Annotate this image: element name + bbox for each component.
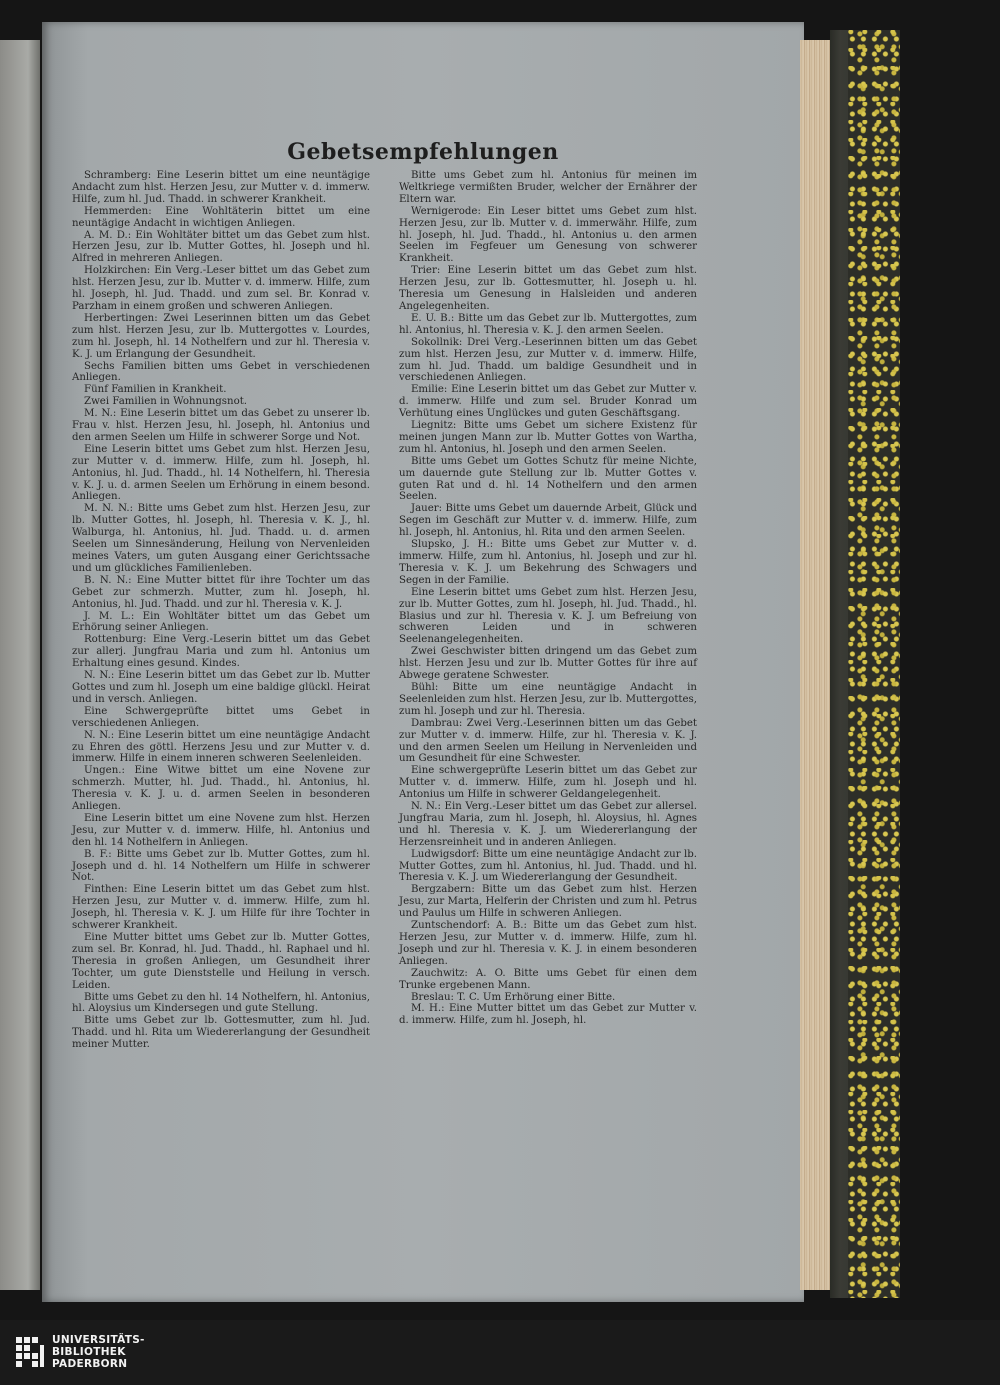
prayer-request-paragraph: Zuntschendorf: A. B.: Bitte um das Gebet zum hlst. Herzen Jesu, zur Mutter v. d. immerw. Hilfe, zum hl. Joseph und zur hl. Theresia v. K. J. in einem besonderen Anliegen.	[399, 920, 697, 967]
logo-line-2: BIBLIOTHEK	[52, 1346, 126, 1358]
prayer-request-paragraph: Zauchwitz: A. O. Bitte ums Gebet für einen dem Trunke ergebenen Mann.	[399, 967, 697, 991]
prayer-request-paragraph: Bitte ums Gebet zum hl. Antonius für meinen im Weltkriege vermißten Bruder, welcher der Ernährer der Eltern war.	[399, 170, 697, 205]
prayer-request-paragraph: B. F.: Bitte ums Gebet zur lb. Mutter Gottes, zum hl. Joseph und d. hl. 14 Nothelfern um Hilfe in schwerer Not.	[72, 848, 370, 884]
prayer-request-paragraph: B. N. N.: Eine Mutter bittet für ihre Tochter um das Gebet zur schmerzh. Mutter, zum hl. Joseph, hl. Antonius, hl. Jud. Thadd. und zur hl. Theresia v. K. J.	[72, 574, 370, 610]
prayer-request-paragraph: Eine Schwergeprüfte bittet ums Gebet in verschiedenen Anliegen.	[72, 705, 370, 729]
prayer-request-paragraph: Fünf Familien in Krankheit.	[84, 384, 227, 396]
prayer-request-paragraph: Eine schwergeprüfte Leserin bittet um das Gebet zur Mutter v. d. immerw. Hilfe, zum hl. Joseph und hl. Antonius um Hilfe in schwerer Geldangelegenheit.	[399, 765, 697, 801]
left-page-edge	[0, 40, 40, 1290]
prayer-request-paragraph: Slupsko, J. H.: Bitte ums Gebet zur Mutter v. d. immerw. Hilfe, zum hl. Antonius, hl. Joseph und zur hl. Theresia v. K. J. um Bekehrung des Schwagers und Segen in der Familie.	[399, 539, 697, 586]
right-column	[399, 170, 697, 1027]
prayer-request-paragraph: M. N.: Eine Leserin bittet um das Gebet zu unserer lb. Frau v. hlst. Herzen Jesu, hl. Joseph, hl. Antonius und den armen Seelen um Hilfe in schwerer Sorge und Not.	[72, 408, 370, 443]
prayer-request-paragraph: Finthen: Eine Leserin bittet um das Gebet zum hlst. Herzen Jesu, zur Mutter v. d. immerw. Hilfe, zum hl. Joseph, hl. Theresia v. K. J. um Hilfe für ihre Tochter in schwerer Krankheit.	[72, 884, 370, 932]
prayer-request-paragraph: J. M. L.: Ein Wohltäter bittet um das Gebet um Erhörung seiner Anliegen.	[72, 610, 370, 634]
prayer-request-paragraph: Eine Leserin bittet ums Gebet zum hlst. Herzen Jesu, zur lb. Mutter Gottes, zum hl. Joseph, hl. Jud. Thadd., hl. Blasius und zur hl. Theresia v. K. J. um Befreiung von schweren Leiden und in schweren Seelenangelegenheiten.	[399, 586, 697, 646]
prayer-request-paragraph: Trier: Eine Leserin bittet um das Gebet zum hlst. Herzen Jesu, zur lb. Gottesmutter, hl. Joseph u. hl. Theresia um Genesung in Halsleiden und anderen Angelegenheiten.	[399, 265, 697, 312]
prayer-request-paragraph: Sechs Familien bitten ums Gebet in verschiedenen Anliegen.	[72, 360, 370, 384]
prayer-request-paragraph: A. M. D.: Ein Wohltäter bittet um das Gebet zum hlst. Herzen Jesu, zur lb. Mutter Gottes, hl. Joseph und hl. Alfred in mehreren Anliegen.	[72, 229, 370, 265]
prayer-request-paragraph: Sokollnik: Drei Verg.-Leserinnen bitten um das Gebet zum hlst. Herzen Jesu, zur Mutter v. d. immerw. Hilfe, zum hl. Jud. Thadd. um baldige Gesundheit und in verschiedenen Anliegen.	[399, 336, 697, 384]
prayer-request-paragraph: Zwei Geschwister bitten dringend um das Gebet zum hlst. Herzen Jesu und zur lb. Mutter Gottes für ihre auf Abwege geratene Schwester.	[399, 646, 697, 682]
prayer-request-paragraph: Dambrau: Zwei Verg.-Leserinnen bitten um das Gebet zur Mutter v. d. immerw. Hilfe, zur hl. Theresia v. K. J. und den armen Seelen um Heilung in Nervenleiden und um Gesundheit für eine Schwester.	[399, 717, 697, 765]
prayer-request-paragraph: Zwei Familien in Wohnungsnot.	[84, 396, 248, 408]
prayer-request-paragraph: M. H.: Eine Mutter bittet um das Gebet zur Mutter v. d. immerw. Hilfe, zum hl. Joseph, hl.	[399, 1003, 697, 1027]
library-logo-text	[52, 1334, 145, 1370]
left-column	[72, 170, 370, 1051]
logo-line-1: UNIVERSITÄTS-	[52, 1334, 145, 1346]
prayer-request-paragraph: Bühl: Bitte um eine neuntägige Andacht in Seelenleiden zum hlst. Herzen Jesu, zur lb. Muttergottes, zum hl. Joseph und zur hl. Theresia.	[399, 681, 697, 717]
marbled-cover	[848, 30, 900, 1298]
logo-line-3: PADERBORN	[52, 1358, 128, 1370]
prayer-request-paragraph: Herbertingen: Zwei Leserinnen bitten um das Gebet zum hlst. Herzen Jesu, zur lb. Muttergottes v. Lourdes, zum hl. Joseph, hl. 14 Nothelfern und zur hl. Theresia v. K. J. um Erlangung der Gesundheit.	[72, 312, 370, 360]
prayer-request-paragraph: Rottenburg: Eine Verg.-Leserin bittet um das Gebet zur allerj. Jungfrau Maria und zum hl. Antonius um Erhaltung eines gesund. Kindes.	[72, 634, 370, 670]
prayer-request-paragraph: Emilie: Eine Leserin bittet um das Gebet zur Mutter v. d. immerw. Hilfe und zum sel. Bruder Konrad um Verhütung eines Unglückes und guten Geschäftsgang.	[399, 384, 697, 420]
prayer-request-paragraph: E. U. B.: Bitte um das Gebet zur lb. Muttergottes, zum hl. Antonius, hl. Theresia v. K. J. den armen Seelen.	[399, 312, 697, 336]
prayer-request-paragraph: Eine Leserin bittet um eine Novene zum hlst. Herzen Jesu, zur Mutter v. d. immerw. Hilfe, hl. Antonius und den hl. 14 Nothelfern in Anliegen.	[72, 812, 370, 848]
prayer-request-paragraph: Wernigerode: Ein Leser bittet ums Gebet zum hlst. Herzen Jesu, zur lb. Mutter v. d. immerwähr. Hilfe, zum hl. Joseph, hl. Jud. Thadd., hl. Antonius u. den armen Seelen im Fegfeuer um Genesung von schwerer Krankheit.	[399, 205, 697, 265]
prayer-request-paragraph: Bitte ums Gebet zu den hl. 14 Nothelfern, hl. Antonius, hl. Aloysius um Kindersegen und gute Stellung.	[72, 991, 370, 1015]
prayer-request-paragraph: Ludwigsdorf: Bitte um eine neuntägige Andacht zur lb. Mutter Gottes, zum hl. Antonius, hl. Jud. Thadd. und hl. Theresia v. K. J. um Wiedererlangung der Gesundheit.	[399, 848, 697, 884]
prayer-request-paragraph: Bergzabern: Bitte um das Gebet zum hlst. Herzen Jesu, zur Marta, Helferin der Christen und zum hl. Petrus und Paulus um Hilfe in schweren Anliegen.	[399, 884, 697, 920]
prayer-request-paragraph: Schramberg: Eine Leserin bittet um eine neuntägige Andacht zum hlst. Herzen Jesu, zur Mutter v. d. immerw. Hilfe, zum hl. Jud. Thadd. in schwerer Krankheit.	[72, 170, 370, 205]
prayer-request-paragraph: Jauer: Bitte ums Gebet um dauernde Arbeit, Glück und Segen im Geschäft zur Mutter v. d. immerw. Hilfe, zum hl. Joseph, hl. Antonius, hl. Rita und den armen Seelen.	[399, 503, 697, 539]
prayer-request-paragraph: N. N.: Eine Leserin bittet um eine neuntägige Andacht zu Ehren des göttl. Herzens Jesu und zur Mutter v. d. immerw. Hilfe in einem inneren schweren Seelenleiden.	[72, 729, 370, 765]
prayer-request-paragraph: Bitte ums Gebet zur lb. Gottesmutter, zum hl. Jud. Thadd. und hl. Rita um Wiedererlangung der Gesundheit meiner Mutter.	[72, 1015, 370, 1051]
prayer-request-paragraph: Breslau: T. C. Um Erhörung einer Bitte.	[411, 991, 616, 1003]
prayer-request-paragraph: Eine Leserin bittet ums Gebet zum hlst. Herzen Jesu, zur Mutter v. d. immerw. Hilfe, zum hl. Joseph, hl. Antonius, hl. Jud. Thadd., hl. 14 Nothelfern, hl. Theresia v. K. J. u. d. armen Seelen um Erhörung in einem besond. Anliegen.	[72, 443, 370, 503]
university-library-logo-icon	[14, 1335, 46, 1373]
prayer-request-paragraph: Hemmerden: Eine Wohltäterin bittet um eine neuntägige Andacht in wichtigen Anliegen.	[72, 205, 370, 229]
prayer-request-paragraph: Liegnitz: Bitte ums Gebet um sichere Existenz für meinen jungen Mann zur lb. Mutter Gottes von Wartha, zum hl. Antonius, hl. Joseph und den armen Seelen.	[399, 420, 697, 455]
prayer-request-paragraph: Holzkirchen: Ein Verg.-Leser bittet um das Gebet zum hlst. Herzen Jesu, zur lb. Mutter v. d. immerw. Hilfe, zum hl. Joseph, hl. Jud. Thadd. und zum sel. Br. Konrad v. Parzham in einem großen und schweren Anliegen.	[72, 265, 370, 312]
prayer-request-paragraph: Bitte ums Gebet um Gottes Schutz für meine Nichte, um dauernde gute Stellung zur lb. Mutter Gottes v. guten Rat und d. hl. 14 Nothelfern und den armen Seelen.	[399, 455, 697, 503]
footer-bar	[0, 1320, 1000, 1385]
prayer-request-paragraph: Ungen.: Eine Witwe bittet um eine Novene zur schmerzh. Mutter, hl. Jud. Thadd., hl. Antonius, hl. Theresia v. K. J. u. d. armen Seelen in besonderen Anliegen.	[72, 765, 370, 813]
page-edges	[800, 40, 830, 1290]
prayer-request-paragraph: N. N.: Ein Verg.-Leser bittet um das Gebet zur allersel. Jungfrau Maria, zum hl. Joseph, hl. Aloysius, hl. Agnes und hl. Theresia v. K. J. um Wiedererlangung der Herzensreinheit und in anderen Anliegen.	[399, 801, 697, 848]
prayer-request-paragraph: Eine Mutter bittet ums Gebet zur lb. Mutter Gottes, zum sel. Br. Konrad, hl. Jud. Thadd., hl. Raphael und hl. Theresia in großen Anliegen, um Gesundheit ihrer Tochter, um gute Dienststelle und Heilung in versch. Leiden.	[72, 932, 370, 991]
prayer-request-paragraph: N. N.: Eine Leserin bittet um das Gebet zur lb. Mutter Gottes und zum hl. Joseph um eine baldige glückl. Heirat und in versch. Anliegen.	[72, 670, 370, 705]
page-title: Gebetsempfehlungen	[287, 139, 559, 165]
prayer-request-paragraph: M. N. N.: Bitte ums Gebet zum hlst. Herzen Jesu, zur lb. Mutter Gottes, hl. Joseph, hl. Theresia v. K. J., hl. Walburga, hl. Antonius, hl. Jud. Thadd. u. d. armen Seelen um Sinnesänderung, Heilung von Nervenleiden meines Vaters, um guten Ausgang einer Gerichtssache und um glückliches Familienleben.	[72, 503, 370, 574]
